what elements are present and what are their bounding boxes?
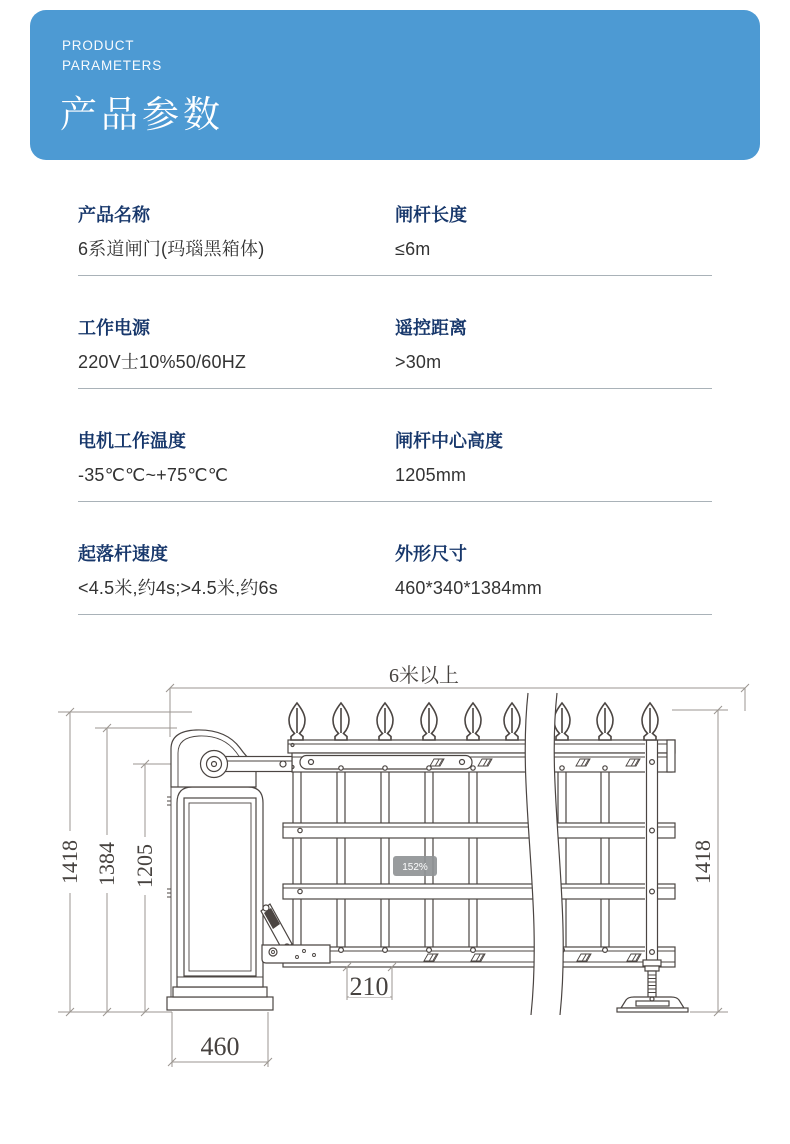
parameters-section: [78, 203, 712, 655]
param-value: 220V士10%50/60HZ: [78, 352, 247, 372]
param-label: 闸杆中心高度: [395, 431, 503, 451]
barrier-cabinet: [167, 730, 292, 1010]
param-row-3: [78, 429, 712, 487]
zoom-level-badge: [393, 856, 437, 876]
dimension-picket-spacing-label: 210: [349, 972, 389, 1001]
dimension-top-width-label: 6米以上: [389, 665, 459, 687]
dimension-total-height-right-label: 1418: [690, 840, 715, 884]
dimension-arm-center-height-label: 1205: [132, 844, 157, 888]
param-cell: [78, 316, 395, 374]
param-value: >30m: [395, 352, 442, 372]
row-divider: [78, 501, 712, 502]
param-cell: [78, 429, 395, 487]
param-cell: [395, 203, 712, 261]
dimension-cabinet-width-label: 460: [200, 1032, 240, 1061]
param-row-2: [78, 316, 712, 374]
param-label: 产品名称: [78, 205, 150, 225]
param-cell: [395, 542, 712, 600]
fence-rails: [283, 740, 675, 967]
param-cell: [78, 203, 395, 261]
eyebrow-line-1: PRODUCT: [62, 38, 135, 53]
param-label: 外形尺寸: [395, 544, 467, 564]
param-label: 工作电源: [78, 318, 150, 338]
row-divider: [78, 275, 712, 276]
param-value: 6系道闸门(玛瑙黑箱体): [78, 239, 265, 259]
row-divider: [78, 388, 712, 389]
lower-linkage: [261, 904, 330, 963]
dimension-total-height-left-label: 1418: [57, 840, 82, 884]
param-value: ≤6m: [395, 239, 431, 259]
fence-spears: [289, 703, 658, 740]
param-label: 闸杆长度: [395, 205, 467, 225]
zoom-level-text: 152%: [402, 862, 428, 873]
header-eyebrow: [62, 36, 162, 76]
param-cell: [395, 429, 712, 487]
eyebrow-line-2: PARAMETERS: [62, 58, 163, 73]
row-divider: [78, 614, 712, 615]
param-cell: [395, 316, 712, 374]
rail-fittings: [295, 759, 641, 961]
dimension-cabinet-height-label: 1384: [94, 842, 119, 886]
page-title: 产品参数: [60, 94, 224, 135]
technical-drawing: [0, 645, 790, 1075]
param-value: 460*340*1384mm: [395, 578, 542, 598]
header-banner: [30, 10, 760, 160]
param-value: -35℃℃~+75℃℃: [78, 465, 229, 485]
param-label: 起落杆速度: [78, 544, 168, 564]
param-label: 电机工作温度: [78, 431, 186, 451]
param-row-4: [78, 542, 712, 600]
param-label: 遥控距离: [395, 318, 467, 338]
param-row-1: [78, 203, 712, 261]
param-cell: [78, 542, 395, 600]
support-post: [617, 740, 688, 1012]
param-value: 1205mm: [395, 465, 467, 485]
param-value: <4.5米,约4s;>4.5米,约6s: [78, 578, 278, 598]
